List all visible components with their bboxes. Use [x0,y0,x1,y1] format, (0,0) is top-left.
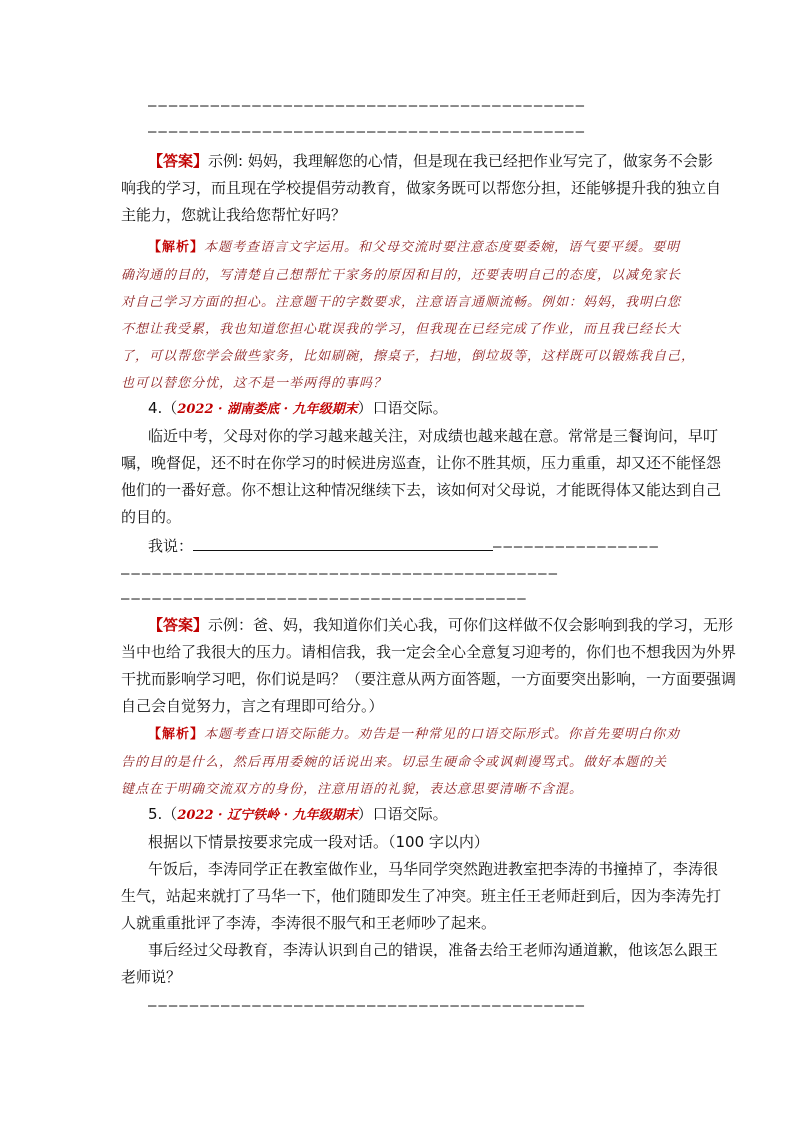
q3-answer-line-2: 响我的学习，而且现在学校提倡劳动教育，做家务既可以帮您分担，还能够提升我的独立自 [121,179,722,197]
q4-answer-line-3: 干扰而影响学习吧，你们说是吗？（要注意从两方面答题，一方面要突出影响，一方面要强调 [121,670,737,688]
q3-answer-line-3: 主能力，您就让我给您帮忙好吗？ [121,206,347,224]
q5-line-3: 生气，站起来就打了马华一下，他们随即发生了冲突。班主任王老师赶到后，因为李涛先打 [121,887,722,905]
analysis-text: 本题考查语言文字运用。和父母交流时要注意态度要委婉，语气要平缓。要明 [204,240,681,255]
answer-text: 示例：爸、妈，我知道你们关心我，可你们这样做不仅会影响到我的学习，无形 [208,616,734,634]
question-source: 2022 · 湖南娄底 · 九年级期末 [177,402,358,417]
q4-answer-line-2: 当中也给了我很大的压力。请相信我，我一定会全心全意复习迎考的，你们也不想我因为外界 [121,643,737,661]
q4-analysis-line-2: 告的目的是什么，然后再用委婉的话说出来。切忌生硬命令或讽刺谩骂式。做好本题的关 [121,755,668,770]
say-label: 我说： [148,537,194,555]
q3-answer-line-1 [148,148,713,175]
question-type: ）口语交际。 [357,805,448,823]
answer-line: —————————————————————————————————————————— [148,124,587,140]
q4-answer-line-1 [148,612,734,639]
q4-prompt-line-4: 的目的。 [121,508,182,526]
q3-analysis-line-4: 不想让我受累，我也知道您担心耽误我的学习，但我现在已经完成了作业，而且我已经长大 [121,322,682,337]
answer-line: —————————————————————————————————————————— [148,998,587,1014]
answer-dash: ———————————————— [493,539,660,555]
q5-line-6: 老师说？ [121,968,182,986]
q4-prompt-line-1: 临近中考，父母对你的学习越来越关注，对成绩也越来越在意。常常是三餐询问，早叮 [148,427,719,445]
q4-analysis-line-3: 键点在于明确交流双方的身份，注意用语的礼貌，表达意思要清晰不含混。 [121,782,584,797]
analysis-tag: 【解析】 [148,727,205,742]
answer-line: ——————————————————————————————————————— [121,591,528,607]
question-source: 2022 · 辽宁铁岭 · 九年级期末 [177,808,358,823]
q4-answer-line-4: 自己会自觉努力，言之有理即可给分。） [121,697,384,715]
q4-analysis-line-1 [148,723,681,742]
answer-tag: 【答案】 [148,152,209,170]
q3-analysis-line-1 [148,236,681,255]
answer-text: 示例: 妈妈，我理解您的心情，但是现在我已经把作业写完了，做家务不会影 [208,152,713,170]
answer-line: —————————————————————————————————————————— [148,98,587,114]
question-number: 4.（ [148,399,178,417]
q3-analysis-line-6: 也可以替您分忧，这不是一举两得的事吗？ [121,376,388,391]
q4-say-line [148,533,678,561]
q3-analysis-line-3: 对自己学习方面的担心。注意题干的字数要求，注意语言通顺流畅。例如：妈妈，我明白您 [121,295,682,310]
q5-line-5: 事后经过父母教育，李涛认识到自己的错误，准备去给王老师沟通道歉，他该怎么跟王 [148,941,719,959]
q5-line-2: 午饭后，李涛同学正在教室做作业，马华同学突然跑进教室把李涛的书撞掉了，李涛很 [148,860,719,878]
answer-line: —————————————————————————————————————————— [121,566,560,582]
analysis-text: 本题考查口语交际能力。劝告是一种常见的口语交际形式。你首先要明白你劝 [204,727,681,742]
q5-heading [148,801,678,829]
q4-prompt-line-3: 他们的一番好意。你不想让这种情况继续下去，该如何对父母说，才能既得体又能达到自己 [121,481,722,499]
q4-prompt-line-2: 嘱，晚督促，还不时在你学习的时候进房巡查，让你不胜其烦，压力重重，却又还不能怪怨 [121,454,722,472]
q4-heading [148,395,678,423]
q3-analysis-line-5: 了，可以帮您学会做些家务，比如刷碗，擦桌子，扫地，倒垃圾等，这样既可以锻炼我自己， [121,349,696,364]
analysis-tag: 【解析】 [148,240,205,255]
answer-blank[interactable] [193,536,493,551]
question-type: ）口语交际。 [357,399,448,417]
q5-line-4: 人就重重批评了李涛，李涛很不服气和王老师吵了起来。 [121,914,497,932]
q3-analysis-line-2: 确沟通的目的，写清楚自己想帮忙干家务的原因和目的，还要表明自己的态度，以减免家长 [121,268,682,283]
answer-tag: 【答案】 [148,616,209,634]
question-number: 5.（ [148,805,178,823]
q5-line-1: 根据以下情景按要求完成一段对话。（100 字以内） [148,833,489,851]
